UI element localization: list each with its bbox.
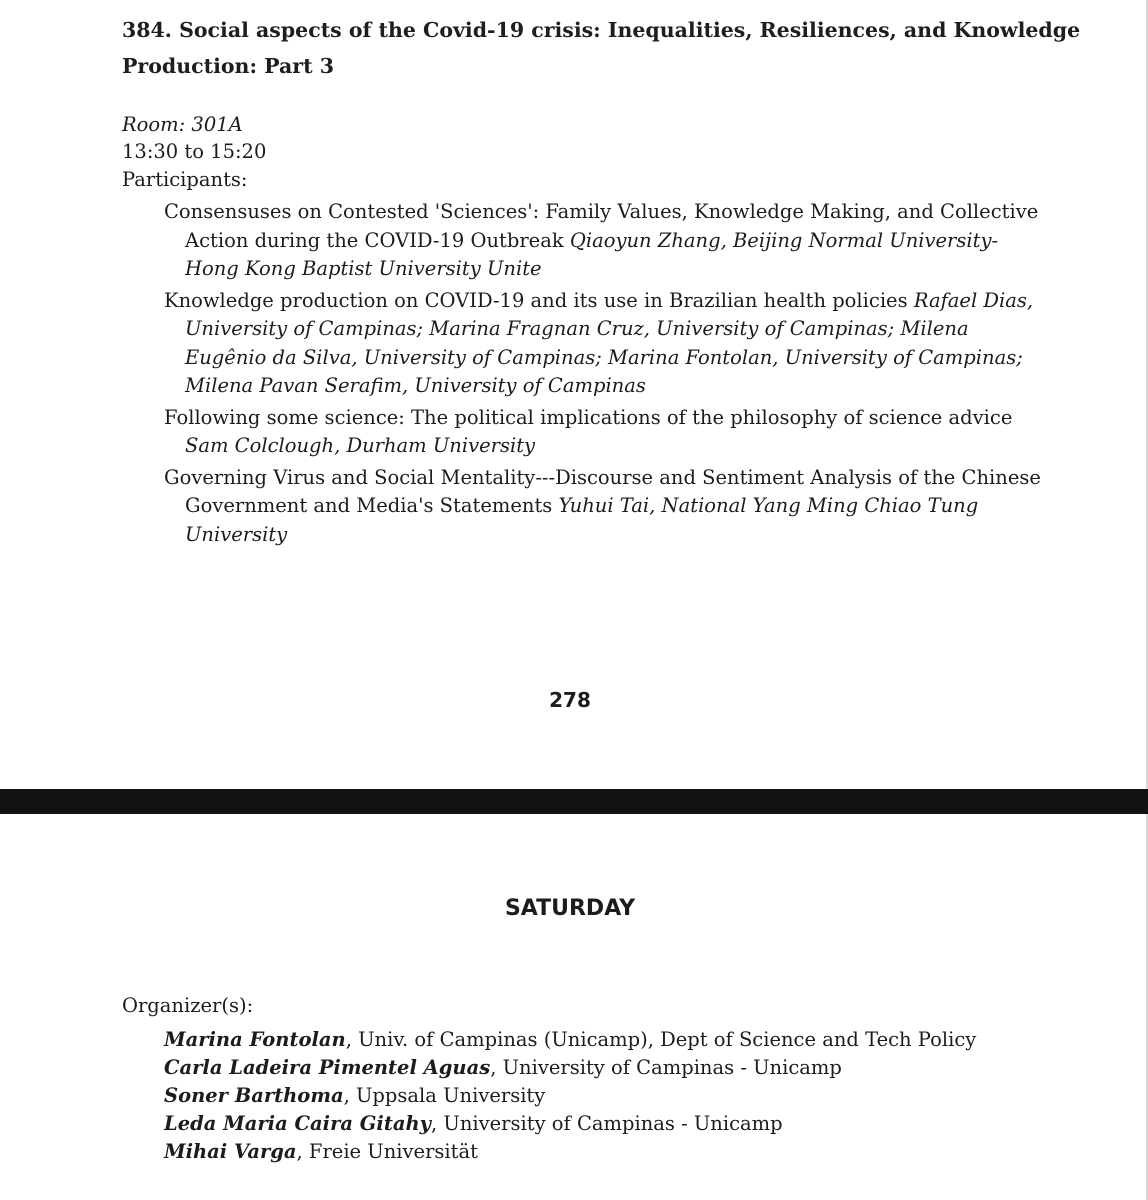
paper-title: Governing Virus and Social Mentality---Discourse and Sentiment Analysis of the Chinese Government and Media's Statements xyxy=(164,465,1041,517)
paper-item xyxy=(164,287,1044,401)
paper-title: Consensuses on Contested 'Sciences': Family Values, Knowledge Making, and Collective Action during the COVID-19 Outbreak xyxy=(164,200,1039,252)
paper-item xyxy=(164,198,1044,284)
organizer-name: Leda Maria Caira Gitahy xyxy=(164,1112,431,1135)
paper-authors: Rafael Dias, University of Campinas; Marina Fragnan Cruz, University of Campinas; Milena Eugênio da Silva, University of Campinas; Marina Fontolan, University of Campinas; Milena Pavan Serafim, University of Campinas xyxy=(185,288,1034,397)
organizer-item xyxy=(164,1110,1064,1138)
paper-authors: Yuhui Tai, National Yang Ming Chiao Tung University xyxy=(185,494,979,546)
organizer-affiliation: , Freie Universität xyxy=(296,1140,478,1163)
organizer-name: Soner Barthoma xyxy=(164,1084,344,1107)
organizer-name: Mihai Varga xyxy=(164,1140,297,1163)
page-number: 278 xyxy=(549,688,591,712)
paper-item xyxy=(164,464,1044,550)
organizer-item xyxy=(164,1082,1064,1110)
session-room: Room: 301A xyxy=(122,113,243,136)
paper-item xyxy=(164,404,1044,461)
organizer-item xyxy=(164,1026,1064,1054)
paper-authors: Qiaoyun Zhang, Beijing Normal University-Hong Kong Baptist University Unite xyxy=(185,228,999,280)
participants-label: Participants: xyxy=(122,168,248,191)
organizer-name: Carla Ladeira Pimentel Aguas xyxy=(164,1056,491,1079)
organizer-item xyxy=(164,1054,1064,1082)
organizers-label: Organizer(s): xyxy=(122,994,254,1017)
organizer-affiliation: , Uppsala University xyxy=(343,1084,546,1107)
page-separator xyxy=(0,789,1148,814)
day-heading: SATURDAY xyxy=(504,896,636,921)
paper-authors: Sam Colclough, Durham University xyxy=(185,434,536,457)
session-title: 384. Social aspects of the Covid-19 crisis: Inequalities, Resiliences, and Knowledge Production: Part 3 xyxy=(122,18,1081,78)
organizer-affiliation: , University of Campinas - Unicamp xyxy=(490,1056,842,1079)
organizer-item xyxy=(164,1138,1064,1166)
organizer-affiliation: , Univ. of Campinas (Unicamp), Dept of Science and Tech Policy xyxy=(345,1028,977,1051)
paper-list xyxy=(164,198,1044,552)
session-time: 13:30 to 15:20 xyxy=(122,140,267,163)
document-page-bottom xyxy=(0,814,1148,1200)
organizer-list xyxy=(164,1026,1064,1166)
organizer-name: Marina Fontolan xyxy=(164,1028,346,1051)
paper-title: Following some science: The political implications of the philosophy of science advice xyxy=(164,405,1013,429)
paper-title: Knowledge production on COVID-19 and its use in Brazilian health policies xyxy=(164,288,908,312)
organizer-affiliation: , University of Campinas - Unicamp xyxy=(430,1112,783,1135)
